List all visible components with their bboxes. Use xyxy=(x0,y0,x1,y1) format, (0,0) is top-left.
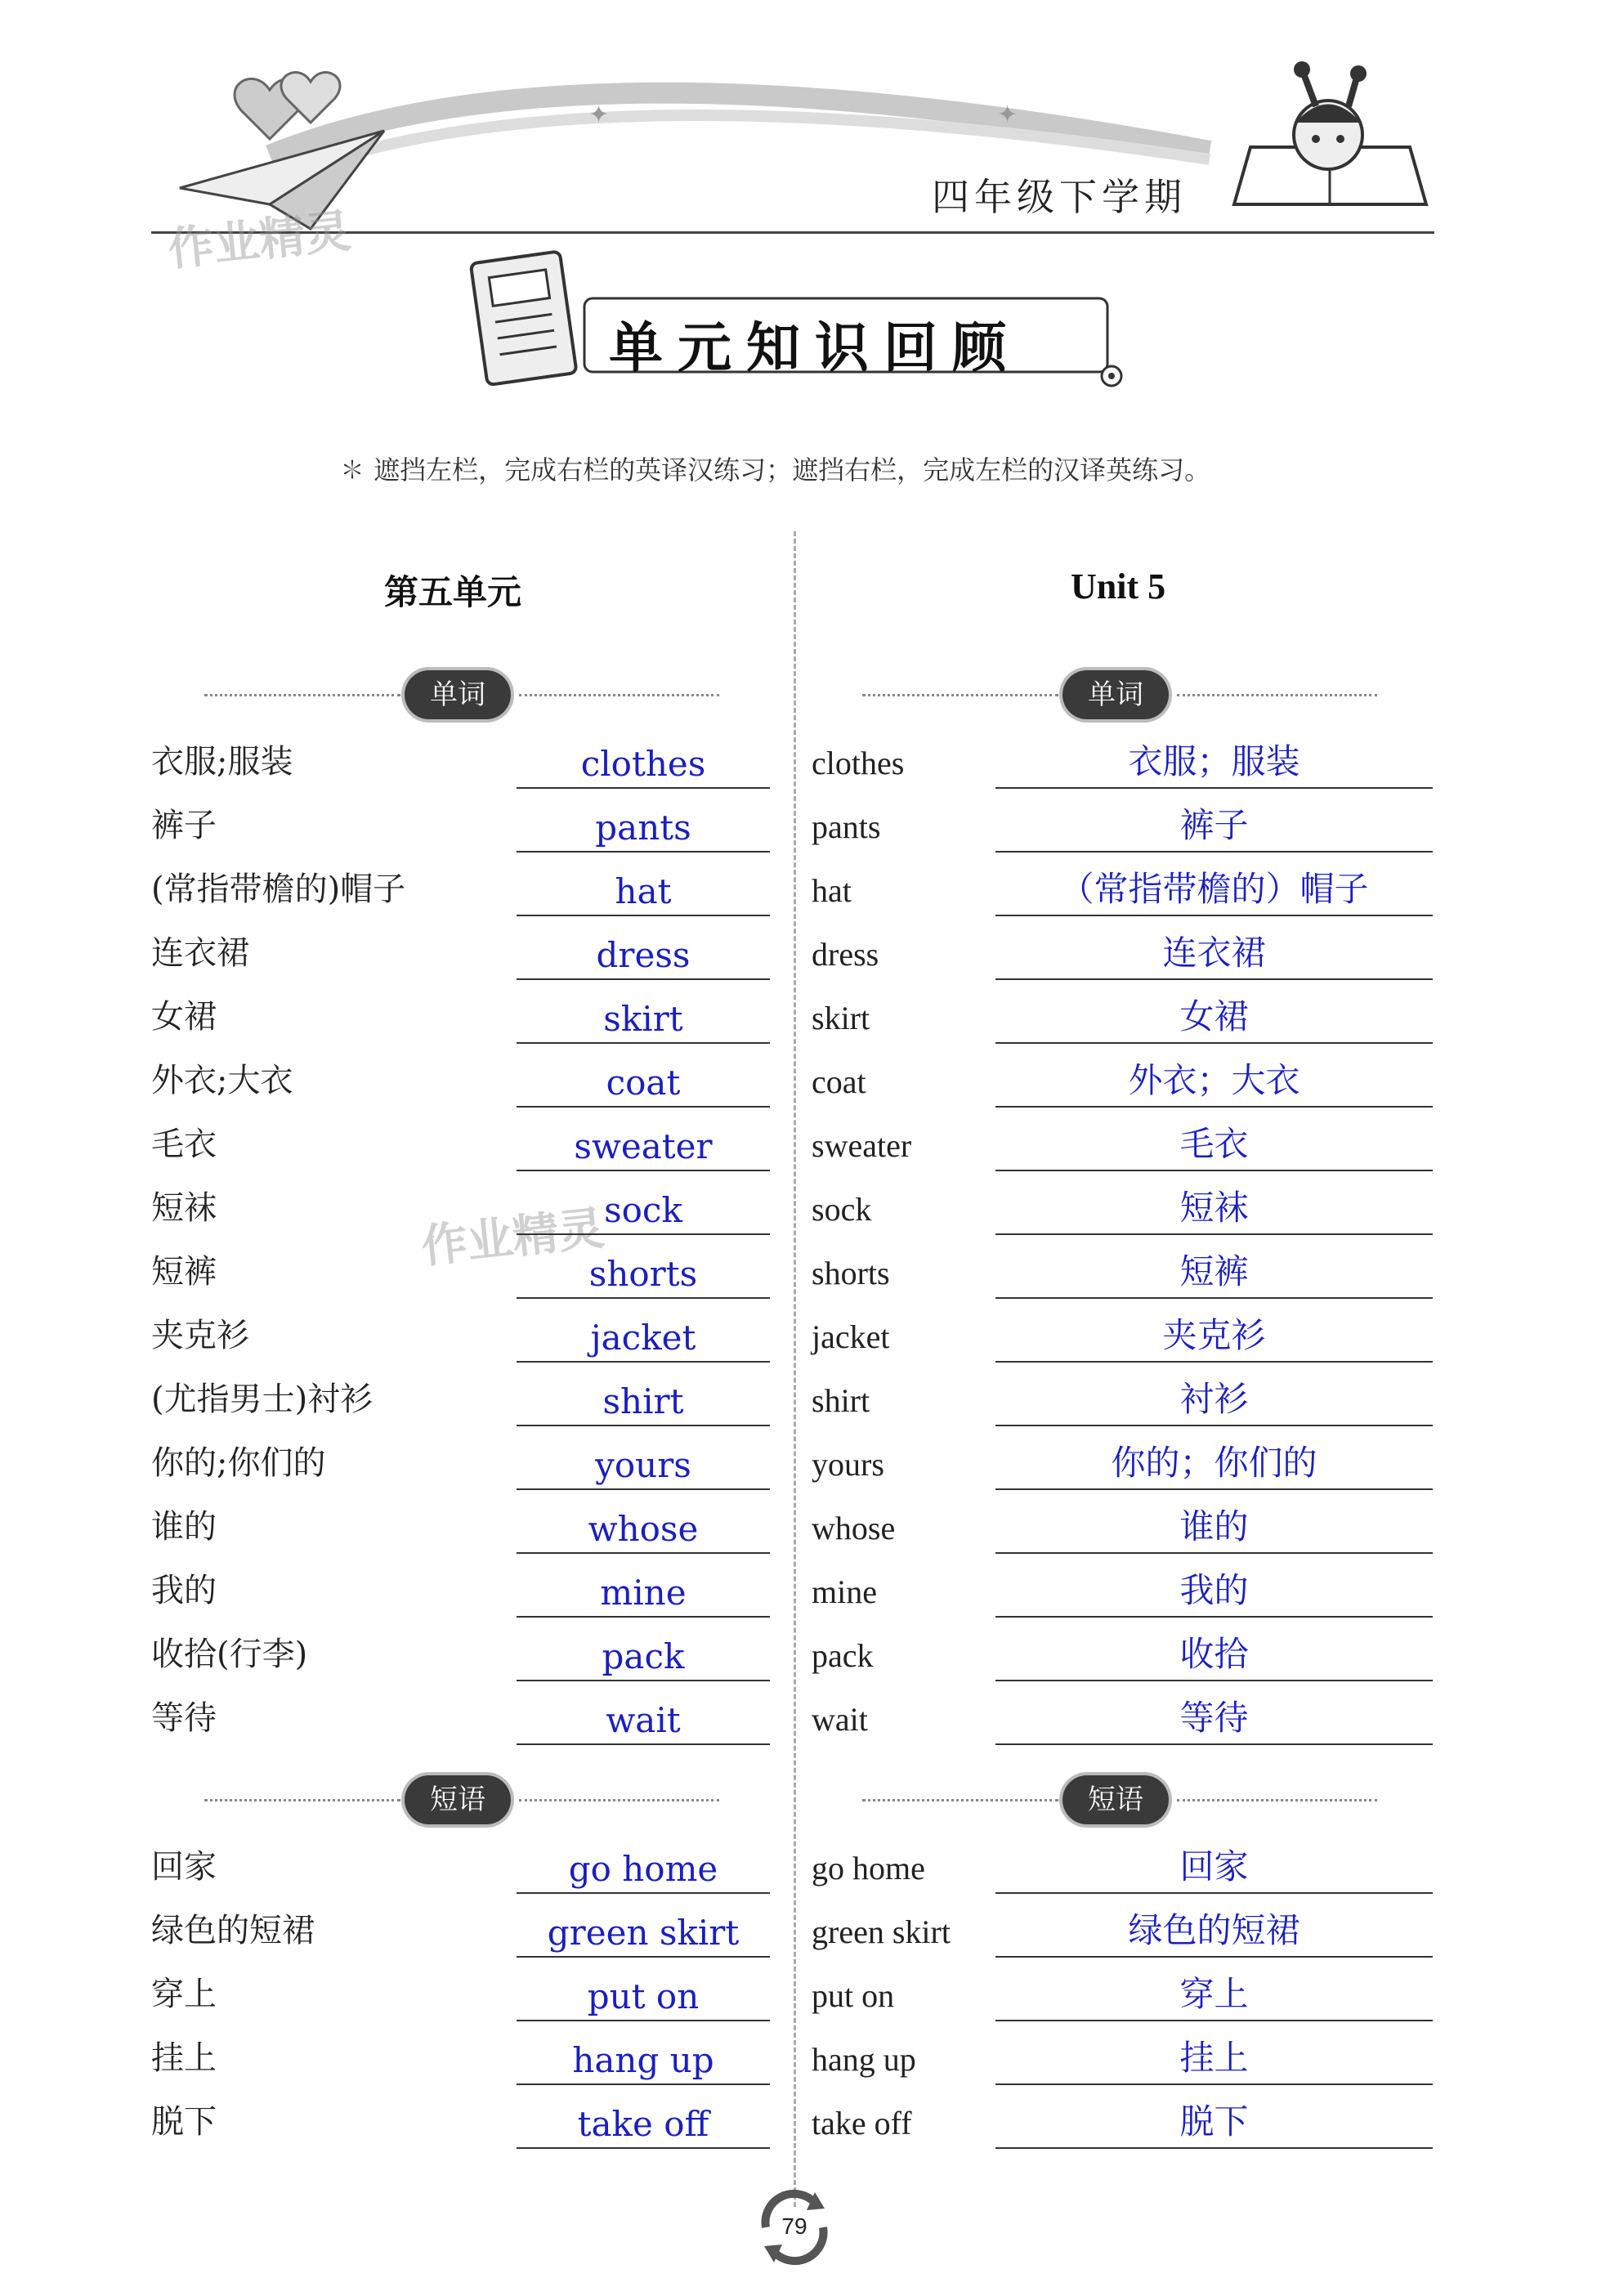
answer: 收拾 xyxy=(1179,1636,1249,1674)
words-badge: 单词 xyxy=(1062,670,1169,719)
prompt: green skirt xyxy=(812,1913,951,1950)
answer: 穿上 xyxy=(1179,1976,1249,2014)
list-item xyxy=(151,740,772,789)
list-item xyxy=(151,1122,772,1171)
answer: （常指带檐的）帽子 xyxy=(1059,871,1369,909)
list-item xyxy=(812,1250,1433,1299)
answer: put on xyxy=(587,1976,700,2016)
page-number: 79 xyxy=(781,2213,807,2239)
list-item xyxy=(151,1696,772,1745)
prompt: 我的 xyxy=(151,1572,217,1609)
answer: clothes xyxy=(580,744,706,784)
list-item xyxy=(812,1441,1433,1490)
prompt: sock xyxy=(812,1191,872,1228)
answer: take off xyxy=(577,2104,709,2144)
prompt: 短袜 xyxy=(151,1189,217,1227)
watermark-middle: 作业精灵 xyxy=(418,1201,607,1274)
list-item xyxy=(812,2036,1433,2085)
answer: yours xyxy=(595,1445,691,1485)
answer: 夹克衫 xyxy=(1162,1318,1266,1355)
prompt: skirt xyxy=(812,1000,870,1036)
list-item xyxy=(151,2100,772,2149)
list-item xyxy=(812,1569,1433,1618)
prompt: 毛衣 xyxy=(151,1126,217,1163)
answer: 女裙 xyxy=(1179,999,1249,1036)
answer: dress xyxy=(596,935,691,975)
right-phrases-header xyxy=(862,1775,1377,1824)
list-item xyxy=(812,867,1433,916)
prompt: hat xyxy=(812,872,852,909)
answer: mine xyxy=(600,1573,687,1613)
left-column-title: 第五单元 xyxy=(384,572,522,612)
prompt: 脱下 xyxy=(151,2103,217,2141)
answer: jacket xyxy=(590,1318,696,1358)
answer: go home xyxy=(568,1849,718,1889)
list-item xyxy=(151,1377,772,1426)
answer: 挂上 xyxy=(1179,2040,1249,2078)
answer: hang up xyxy=(572,2040,714,2080)
prompt: jacket xyxy=(812,1318,890,1355)
list-item xyxy=(812,1377,1433,1426)
prompt: 谁的 xyxy=(151,1508,217,1546)
answer: 绿色的短裙 xyxy=(1128,1913,1300,1950)
prompt: 回家 xyxy=(151,1848,217,1886)
prompt: whose xyxy=(812,1510,896,1546)
answer: sock xyxy=(604,1190,682,1230)
list-item xyxy=(812,1845,1433,1894)
list-item xyxy=(151,1845,772,1894)
prompt: 挂上 xyxy=(151,2039,217,2077)
column-divider xyxy=(794,531,796,2207)
answer: 等待 xyxy=(1179,1700,1249,1738)
list-item xyxy=(151,1314,772,1363)
prompt: pack xyxy=(812,1637,874,1674)
answer: pack xyxy=(602,1636,685,1676)
prompt: put on xyxy=(812,1977,895,2014)
prompt: 你的;你们的 xyxy=(151,1444,326,1482)
answer: 连衣裙 xyxy=(1162,935,1266,973)
list-item xyxy=(151,1186,772,1235)
prompt: 女裙 xyxy=(151,998,217,1036)
prompt: 绿色的短裙 xyxy=(151,1912,315,1949)
prompt: 夹克衫 xyxy=(151,1317,249,1354)
answer: 回家 xyxy=(1179,1849,1249,1886)
answer: whose xyxy=(588,1509,699,1549)
answer: pants xyxy=(595,808,691,848)
left-phrases-header xyxy=(204,1775,719,1824)
prompt: sweater xyxy=(812,1127,912,1164)
phrases-badge: 短语 xyxy=(1062,1775,1169,1824)
prompt: dress xyxy=(812,936,879,973)
answer: 衣服；服装 xyxy=(1128,744,1300,781)
answer: 我的 xyxy=(1179,1573,1249,1610)
list-item xyxy=(151,995,772,1044)
prompt: (尤指男士)衬衫 xyxy=(151,1381,374,1418)
prompt: hang up xyxy=(812,2041,916,2078)
list-item xyxy=(151,1972,772,2021)
prompt: shirt xyxy=(812,1382,870,1419)
answer: 短裤 xyxy=(1179,1254,1249,1291)
prompt: 衣服;服装 xyxy=(151,743,293,781)
list-item xyxy=(151,1250,772,1299)
prompt: wait xyxy=(812,1701,868,1738)
prompt: take off xyxy=(812,2105,912,2142)
answer: shirt xyxy=(602,1381,684,1421)
list-item xyxy=(812,803,1433,853)
answer: 脱下 xyxy=(1179,2104,1249,2142)
list-item xyxy=(151,931,772,980)
prompt: coat xyxy=(812,1063,866,1100)
prompt: (常指带檐的)帽子 xyxy=(151,871,406,908)
list-item xyxy=(812,995,1433,1044)
list-item xyxy=(151,867,772,916)
prompt: 外衣;大衣 xyxy=(151,1062,293,1099)
page-number-badge xyxy=(749,2182,839,2272)
list-item xyxy=(812,740,1433,789)
prompt: go home xyxy=(812,1850,925,1886)
answer: coat xyxy=(606,1063,681,1103)
list-item xyxy=(812,1972,1433,2021)
prompt: pants xyxy=(812,808,881,845)
list-item xyxy=(812,1696,1433,1745)
prompt: 收拾(行李) xyxy=(151,1636,308,1673)
list-item xyxy=(812,1186,1433,1235)
answer: skirt xyxy=(603,999,683,1039)
grade-label: 四年级下学期 xyxy=(932,175,1187,219)
list-item xyxy=(812,1122,1433,1171)
list-item xyxy=(812,1314,1433,1363)
prompt: shorts xyxy=(812,1255,890,1291)
list-item xyxy=(151,1632,772,1681)
answer: 毛衣 xyxy=(1179,1126,1249,1164)
words-badge: 单词 xyxy=(405,670,511,719)
answer: 衬衫 xyxy=(1179,1381,1249,1419)
prompt: 连衣裙 xyxy=(151,934,249,972)
list-item xyxy=(151,1505,772,1554)
list-item xyxy=(151,1569,772,1618)
answer: 谁的 xyxy=(1179,1509,1249,1546)
left-words-header xyxy=(204,670,719,719)
prompt: mine xyxy=(812,1573,877,1610)
answer: shorts xyxy=(588,1254,698,1294)
list-item xyxy=(151,1909,772,1958)
list-item xyxy=(151,2036,772,2085)
list-item xyxy=(812,2100,1433,2149)
right-column-title: Unit 5 xyxy=(1071,566,1166,606)
answer: 你的；你们的 xyxy=(1111,1445,1317,1483)
watermark-top: 作业精灵 xyxy=(165,204,354,277)
answer: sweater xyxy=(574,1126,713,1166)
prompt: 等待 xyxy=(151,1699,217,1737)
prompt: 短裤 xyxy=(151,1253,217,1291)
phrases-badge: 短语 xyxy=(405,1775,511,1824)
prompt: clothes xyxy=(812,745,905,781)
list-item xyxy=(812,1909,1433,1958)
answer: 裤子 xyxy=(1179,808,1249,845)
list-item xyxy=(151,1058,772,1108)
answer: green skirt xyxy=(547,1913,740,1953)
list-item xyxy=(812,1632,1433,1681)
svg-text:✦: ✦ xyxy=(997,101,1018,129)
list-item xyxy=(812,1058,1433,1108)
answer: hat xyxy=(615,871,672,911)
girl-reading-icon xyxy=(1234,61,1426,204)
answer: wait xyxy=(606,1700,681,1740)
prompt: 裤子 xyxy=(151,807,217,844)
list-item xyxy=(151,803,772,853)
section-title: 单元知识回顾 xyxy=(609,316,1021,379)
list-item xyxy=(812,1505,1433,1554)
right-words-header xyxy=(862,670,1377,719)
svg-text:✦: ✦ xyxy=(588,101,610,129)
answer: 外衣；大衣 xyxy=(1128,1063,1300,1100)
prompt: yours xyxy=(812,1446,884,1483)
list-item xyxy=(812,931,1433,980)
answer: 短袜 xyxy=(1179,1190,1249,1228)
prompt: 穿上 xyxy=(151,1976,217,2013)
list-item xyxy=(151,1441,772,1490)
instruction-text: ✽ 遮挡左栏，完成右栏的英译汉练习；遮挡右栏，完成左栏的汉译英练习。 xyxy=(339,454,1211,486)
